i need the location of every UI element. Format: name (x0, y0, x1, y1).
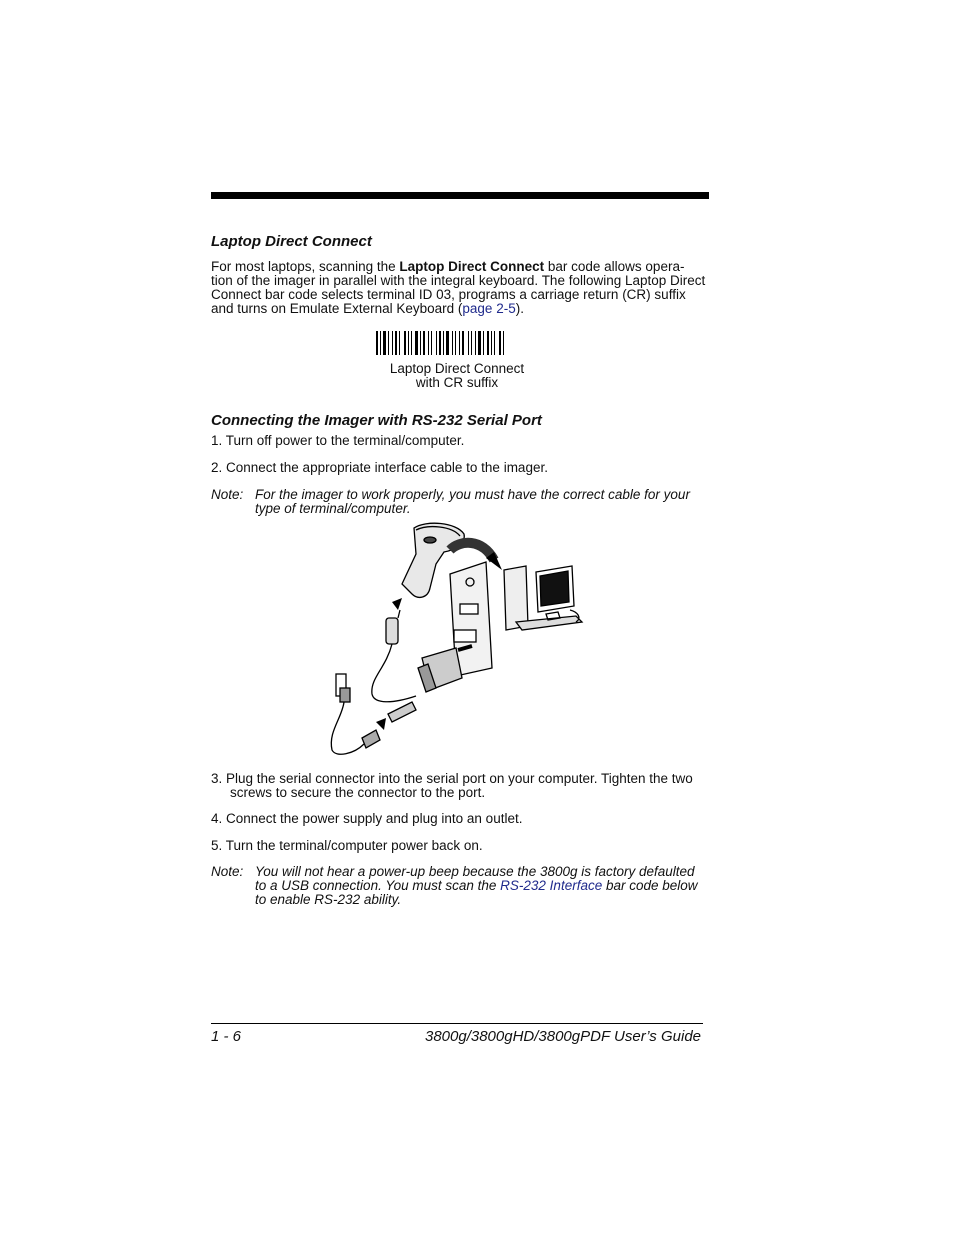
note-label: Note: (211, 487, 244, 502)
rs232-interface-link[interactable]: RS-232 Interface (500, 878, 603, 893)
footer-rule (211, 1023, 703, 1024)
section-heading-laptop-direct-connect: Laptop Direct Connect (211, 233, 372, 250)
page-link[interactable]: page 2-5 (462, 301, 516, 316)
arrow-up-scanner (392, 598, 402, 610)
step-3 (211, 772, 701, 800)
power-supply-illustration (331, 674, 416, 754)
note-power-up-beep (211, 865, 706, 907)
note-label: Note: (211, 864, 244, 879)
step-3-text: 3. Plug the serial connector into the serial port on your computer. Tighten the two screws to secure the connector to the port. (211, 771, 693, 800)
note-text: For the imager to work properly, you must have the correct cable for your type of terminal/computer. (255, 487, 690, 516)
step-2: 2. Connect the appropriate interface cable to the imager. (211, 460, 548, 475)
note-text (255, 865, 706, 907)
para-text-pre: For most laptops, scanning the (211, 259, 400, 274)
step-4: 4. Connect the power supply and plug into an outlet. (211, 811, 523, 826)
barcode-caption (357, 362, 557, 390)
step-1: 1. Turn off power to the terminal/computer. (211, 433, 465, 448)
barcode-caption-line1: Laptop Direct Connect (389, 361, 525, 376)
barcode-caption-line2: with CR suffix (415, 375, 499, 390)
laptop-direct-connect-barcode (376, 331, 538, 355)
page-number: 1 - 6 (211, 1028, 242, 1045)
para-text-mid: bar code allows opera-tion of the imager in parallel with the integral keyboard. The following Laptop Direct Connect bar code selects terminal ID 03, programs a carriage return (CR) suffix and turns on Emulate External Keyboard ( (211, 259, 706, 316)
note-text-post: bar code below to enable RS-232 ability. (255, 878, 698, 907)
cable-plug-illustration (372, 618, 416, 702)
para-text-bold: Laptop Direct Connect (399, 259, 545, 274)
laptop-direct-connect-paragraph (211, 260, 706, 316)
computer-illustration (504, 566, 582, 630)
para-text-post: ). (515, 301, 524, 316)
note-text-pre: You will not hear a power-up beep because the 3800g is factory defaulted to a USB connection. You must scan the (255, 864, 695, 893)
guide-title: 3800g/3800gHD/3800gPDF User’s Guide (424, 1028, 701, 1045)
note-cable (211, 488, 706, 516)
top-rule (211, 192, 709, 199)
rs232-connection-illustration (326, 518, 588, 760)
step-5: 5. Turn the terminal/computer power back on. (211, 838, 483, 853)
section-heading-rs232: Connecting the Imager with RS-232 Serial Port (211, 412, 542, 429)
